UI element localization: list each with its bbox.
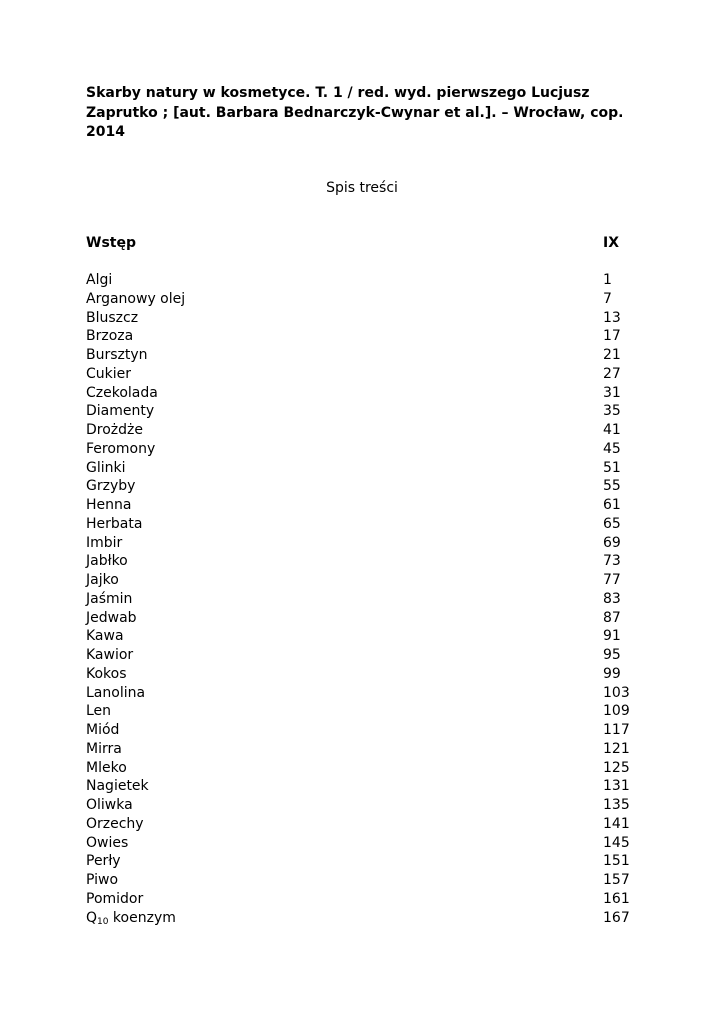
toc-entry [86,609,630,628]
toc-entry-page: 65 [603,515,621,532]
toc-entry-page: 31 [603,384,621,401]
toc-title: Spis treści [326,180,398,196]
toc-entry [86,909,630,928]
toc-entry-title: Len [86,703,112,720]
toc-entry-page: 61 [603,497,621,513]
toc-entry-title: Piwo [86,872,119,888]
toc-entry [86,740,630,759]
toc-entry-page: 1 [603,272,612,288]
toc-entry-title: Mleko [86,759,127,776]
toc-entry [86,627,630,646]
toc-entry-title: Orzechy [86,815,144,832]
bibliographic-header: Skarby natury w kosmetyce. T. 1 / red. wyd. pierwszego Lucjusz Zaprutko ; [aut. Barbara Bednarczyk-Cwynar et al.]. – Wrocław, cop. 2014 [86,85,624,140]
toc-entry-title: Miód [86,722,120,738]
toc-entry [86,346,630,365]
toc-entry-page: 35 [603,403,621,420]
toc-entry [86,552,630,571]
toc-entry-title: Diamenty [86,403,155,420]
toc-entry-page: 45 [603,440,621,457]
toc-entry-page: 145 [603,834,630,851]
toc-entry-title [86,909,176,928]
toc-intro-page: IX [603,235,620,251]
toc-entry-title: Jabłko [86,553,128,570]
toc-entry-title: Kawa [86,628,124,645]
toc-entry [86,459,630,478]
toc-entry [86,665,630,684]
toc-entry-page: 103 [603,684,630,701]
toc-entry-title: Pomidor [86,890,144,907]
toc-entry-page: 69 [603,534,621,551]
toc-entry-title: Perły [86,853,121,870]
toc-entry [86,721,630,740]
toc-intro-row [86,234,626,252]
toc-entry-page: 51 [603,459,621,476]
toc-entry [86,421,630,440]
toc-entry-title: Jedwab [86,609,137,626]
toc-intro-title: Wstęp [86,235,136,251]
toc-entry [86,777,630,796]
toc-entry-title: Bursztyn [86,347,148,363]
toc-entry [86,534,630,553]
toc-entry-title: Lanolina [86,684,146,701]
toc-entry [86,440,630,459]
toc-entry-title: Grzyby [86,478,136,495]
toc-entry-title: Kawior [86,647,134,663]
toc-entry [86,477,630,496]
toc-entry-title-prefix: Q [86,909,98,926]
toc-entry-page: 87 [603,609,621,626]
toc-entry-title: Drożdże [86,422,143,438]
toc-entry-page: 77 [603,572,621,588]
toc-entry-page: 17 [603,328,621,345]
toc-entry-page: 161 [603,890,630,907]
toc-entry-title: Brzoza [86,328,134,345]
toc-entry-title: Owies [86,834,129,851]
toc-entry [86,646,630,665]
toc-entry-page: 27 [603,365,621,382]
toc-entry-page: 157 [603,872,630,888]
toc-entry-title: Imbir [86,534,123,551]
toc-entry [86,759,630,778]
toc-entry [86,871,630,890]
toc-entry-title: Jajko [86,572,119,588]
toc-entry-page: 21 [603,347,621,363]
toc-entry-page: 73 [603,553,621,570]
toc-entry-title: Nagietek [86,778,149,795]
toc-entry-page: 41 [603,422,621,438]
toc-entry [86,571,630,590]
toc-entry-page: 95 [603,647,621,663]
toc-entry [86,834,630,853]
toc-entry [86,796,630,815]
toc-entry-page: 91 [603,628,621,645]
toc-entry-page: 167 [603,909,630,926]
toc-entry [86,590,630,609]
toc-entry-page: 131 [603,778,630,795]
toc-entry [86,702,630,721]
toc-entry-title: Glinki [86,459,126,476]
toc-entry-title: Jaśmin [86,590,133,607]
toc-entry [86,402,630,421]
toc-entry [86,271,630,290]
toc-entry-title-suffix: koenzym [108,909,176,926]
toc-entry-title-subscript: 10 [97,916,109,927]
toc-entry [86,327,630,346]
toc-entry-title: Mirra [86,740,122,757]
toc-entry-page: 55 [603,478,621,495]
toc-entry [86,684,630,703]
toc-entry-title: Henna [86,497,132,513]
toc-entry [86,496,630,515]
toc-entry [86,890,630,909]
toc-entry [86,515,630,534]
toc-entry [86,384,630,403]
toc-entry-title: Herbata [86,515,143,532]
toc-entry-page: 125 [603,759,630,776]
toc-entry [86,309,630,328]
toc-entry-title: Algi [86,272,113,288]
toc-entry-page: 151 [603,853,630,870]
toc-entry-title: Feromony [86,440,156,457]
toc-entry-page: 121 [603,740,630,757]
toc-entry-page: 99 [603,665,621,682]
toc-entry-page: 117 [603,722,630,738]
toc-entry-page: 13 [603,309,621,326]
toc-entry-title: Bluszcz [86,309,139,326]
toc-entry-page: 83 [603,590,621,607]
toc-entries [86,271,630,927]
toc-entry-page: 109 [603,703,630,720]
toc-entry-page: 135 [603,797,630,813]
toc-entry-page: 141 [603,815,630,832]
toc-entry [86,815,630,834]
toc-entry [86,365,630,384]
toc-entry-title: Oliwka [86,797,133,813]
toc-entry-title: Cukier [86,365,132,382]
toc-entry [86,852,630,871]
toc-entry-title: Arganowy olej [86,290,186,307]
toc-entry [86,290,630,309]
toc-entry-title: Czekolada [86,384,158,401]
toc-entry-title: Kokos [86,665,127,682]
toc-entry-page: 7 [603,290,612,307]
